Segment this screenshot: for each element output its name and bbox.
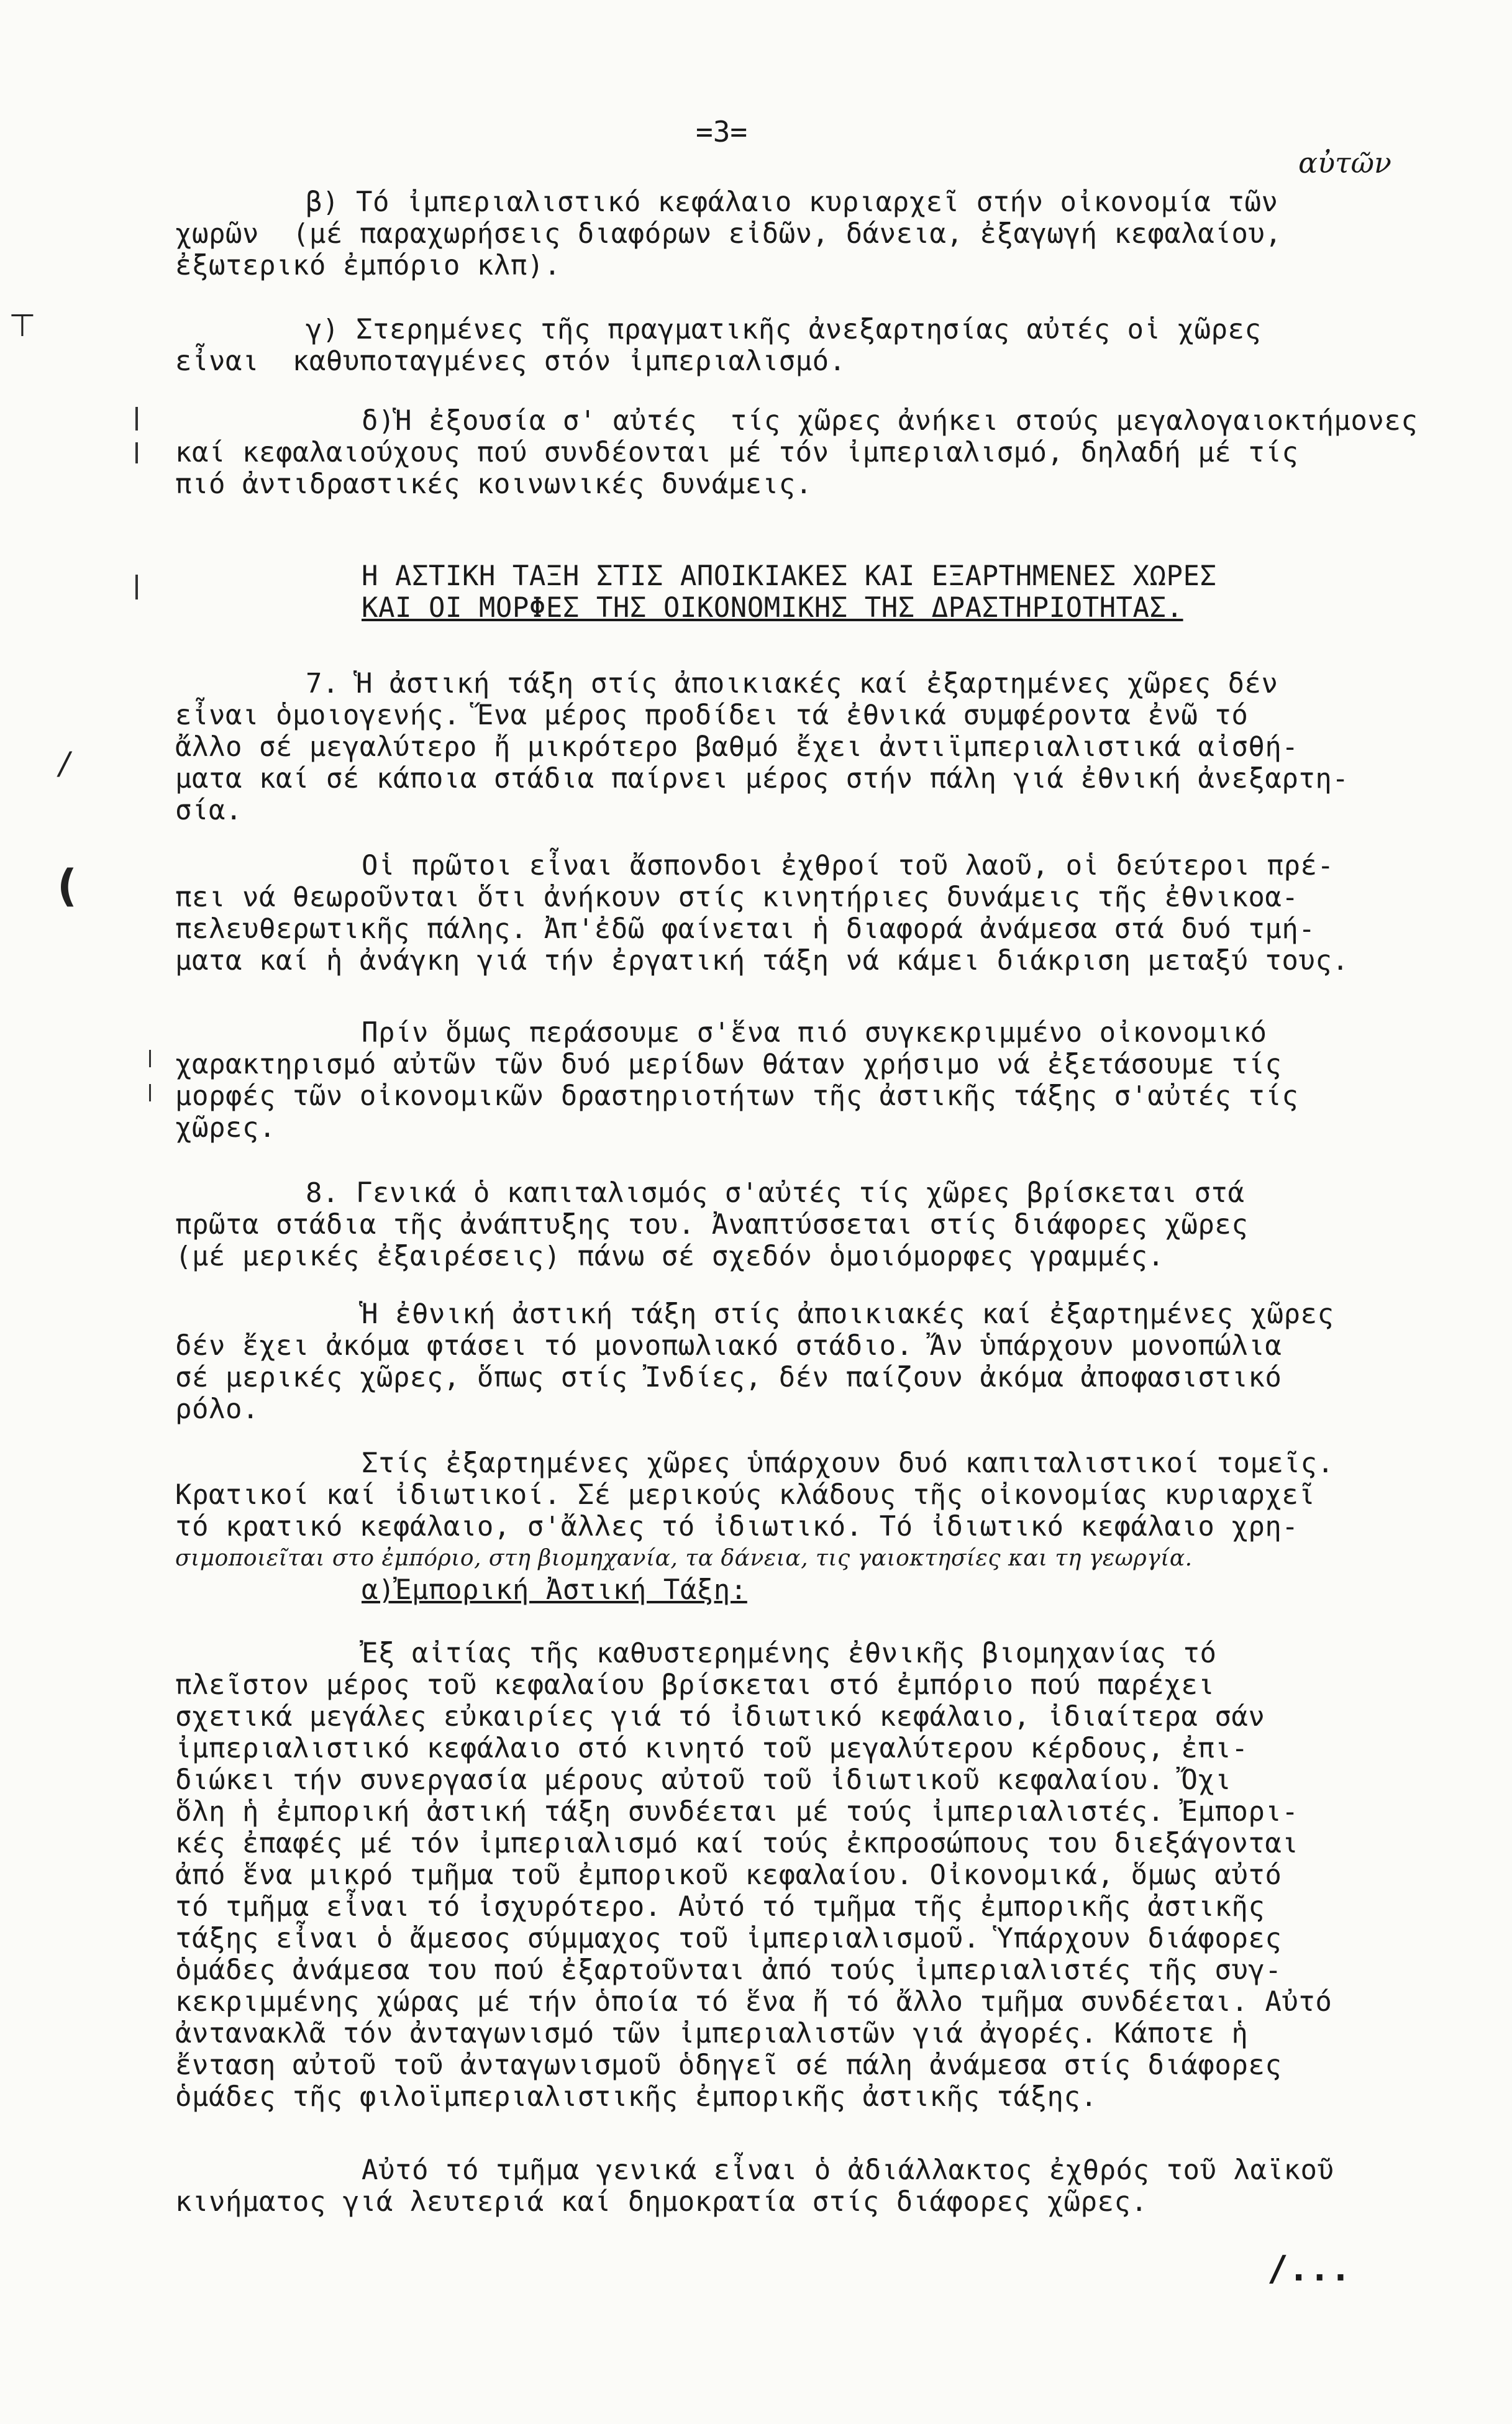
text-line: α)Ἐμπορική Ἀστική Τάξη:: [362, 1574, 747, 1606]
text-line: Πρίν ὅμως περάσουμε σ'ἕνα πιό συγκεκριμμένο οἰκονομικό: [362, 1017, 1267, 1049]
text-line: πει νά θεωροῦνται ὅτι ἀνήκουν στίς κινητήριες δυνάμεις τῆς ἐθνικοα-: [175, 882, 1299, 913]
text-line: (μέ μερικές ἐξαιρέσεις) πάνω σέ σχεδόν ὁμοιόμορφες γραμμές.: [175, 1241, 1165, 1272]
text-line: σέ μερικές χῶρες, ὅπως στίς Ἰνδίες, δέν παίζουν ἀκόμα ἀποφασιστικό: [175, 1362, 1282, 1393]
text-line: εἶναι καθυποταγμένες στόν ἰμπεριαλισμό.: [175, 345, 846, 377]
text-line: σία.: [175, 795, 242, 826]
paragraph: [175, 1447, 1486, 1606]
text-line: δέν ἔχει ἀκόμα φτάσει τό μονοπωλιακό στάδιο. Ἄν ὑπάρχουν μονοπώλια: [175, 1330, 1282, 1362]
text-line: Οἱ πρῶτοι εἶναι ἄσπονδοι ἐχθροί τοῦ λαοῦ, οἱ δεύτεροι πρέ-: [362, 850, 1334, 882]
text-line: 8. Γενικά ὁ καπιταλισμός σ'αὐτές τίς χῶρες βρίσκεται στά: [306, 1177, 1245, 1209]
text-line: 7. Ἡ ἀστική τάξη στίς ἀποικιακές καί ἐξαρτημένες χῶρες δέν: [306, 668, 1278, 699]
paragraph: [175, 1017, 1486, 1144]
text-line: ὁμάδες ἀνάμεσα του πού ἐξαρτοῦνται ἀπό τούς ἰμπεριαλιστές τῆς συγ-: [175, 1954, 1282, 1986]
text-line: ἰμπεριαλιστικό κεφάλαιο στό κινητό τοῦ μεγαλύτερου κέρδους, ἐπι-: [175, 1733, 1249, 1764]
margin-line: [135, 442, 138, 463]
text-line: εἶναι ὁμοιογενής. Ἕνα μέρος προδίδει τά ἐθνικά συμφέροντα ἐνῶ τό: [175, 699, 1249, 731]
text-line: ματα καί σέ κάποια στάδια παίρνει μέρος στήν πάλη γιά ἐθνική ἀνεξαρτη-: [175, 763, 1349, 795]
text-line: χαρακτηρισμό αὐτῶν τῶν δυό μερίδων θάταν χρήσιμο νά ἐξετάσουμε τίς: [175, 1049, 1282, 1080]
section-heading: [175, 560, 1486, 624]
text-line: β) Τό ἰμπεριαλιστικό κεφάλαιο κυριαρχεῖ στήν οἰκονομία τῶν: [306, 186, 1278, 218]
text-line: Στίς ἐξαρτημένες χῶρες ὑπάρχουν δυό καπιταλιστικοί τομεῖς.: [362, 1447, 1334, 1479]
paragraph: [175, 405, 1486, 500]
paragraph: [175, 314, 1486, 377]
text-line: κινήματος γιά λευτεριά καί δημοκρατία στίς διάφορες χῶρες.: [175, 2186, 1148, 2218]
text-line: διώκει τήν συνεργασία μέρους αὐτοῦ τοῦ ἰδιωτικοῦ κεφαλαίου. Ὄχι: [175, 1764, 1232, 1796]
page-number: =3=: [696, 115, 748, 148]
text-line: σιμοποιεῖται στο ἐμπόριο, στη βιομηχανία, τα δάνεια, τις γαιοκτησίες και τη γεωργία.: [175, 1546, 1193, 1571]
margin-line: [149, 1084, 151, 1101]
margin-line: [149, 1050, 151, 1067]
margin-mark-icon: (: [57, 860, 77, 911]
text-line: χῶρες.: [175, 1112, 276, 1144]
handwritten-note: αὐτῶν: [1298, 146, 1391, 180]
text-line: σχετικά μεγάλες εὐκαιρίες γιά τό ἰδιωτικό κεφάλαιο, ἰδιαίτερα σάν: [175, 1701, 1265, 1733]
text-line: τό τμῆμα εἶναι τό ἰσχυρότερο. Αὐτό τό τμῆμα τῆς ἐμπορικῆς ἀστικῆς: [175, 1891, 1265, 1923]
text-line: τάξης εἶναι ὁ ἄμεσος σύμμαχος τοῦ ἰμπεριαλισμοῦ. Ὑπάρχουν διάφορες: [175, 1923, 1282, 1954]
text-line: Αὐτό τό τμῆμα γενικά εἶναι ὁ ἀδιάλλακτος ἐχθρός τοῦ λαϊκοῦ: [362, 2154, 1334, 2186]
paragraph: [175, 1298, 1486, 1425]
text-line: καί κεφαλαιούχους πού συνδέονται μέ τόν ἰμπεριαλισμό, δηλαδή μέ τίς: [175, 437, 1299, 468]
margin-line: [135, 575, 138, 599]
text-line: ἀντανακλᾶ τόν ἀνταγωνισμό τῶν ἰμπεριαλιστῶν γιά ἀγορές. Κάποτε ἡ: [175, 2018, 1249, 2049]
text-line: πελευθερωτικῆς πάλης. Ἀπ'ἐδῶ φαίνεται ἡ διαφορά ἀνάμεσα στά δυό τμή-: [175, 913, 1316, 945]
text-line: πλεῖστον μέρος τοῦ κεφαλαίου βρίσκεται στό ἐμπόριο πού παρέχει: [175, 1669, 1215, 1701]
text-line: κές ἐπαφές μέ τόν ἰμπεριαλισμό καί τούς ἐκπροσώπους του διεξάγονται: [175, 1828, 1299, 1859]
text-line: κεκριμμένης χώρας μέ τήν ὁποία τό ἕνα ἤ τό ἄλλο τμῆμα συνδέεται. Αὐτό: [175, 1986, 1332, 2018]
text-line: δ)Ἡ ἐξουσία σ' αὐτές τίς χῶρες ἀνήκει στούς μεγαλογαιοκτήμονες: [362, 405, 1418, 437]
text-line: ματα καί ἡ ἀνάγκη γιά τήν ἐργατική τάξη νά κάμει διάκριση μεταξύ τους.: [175, 945, 1349, 977]
text-line: ἄλλο σέ μεγαλύτερο ἤ μικρότερο βαθμό ἔχει ἀντιϊμπεριαλιστικά αἰσθή-: [175, 731, 1299, 763]
text-line: πιό ἀντιδραστικές κοινωνικές δυνάμεις.: [175, 468, 813, 500]
paragraph: [175, 2154, 1486, 2218]
text-line: Ἡ ἐθνική ἀστική τάξη στίς ἀποικιακές καί ἐξαρτημένες χῶρες: [362, 1298, 1334, 1330]
text-line: μορφές τῶν οἰκονομικῶν δραστηριοτήτων τῆς ἀστικῆς τάξης σ'αὐτές τίς: [175, 1080, 1299, 1112]
text-line: ἐξωτερικό ἐμπόριο κλπ).: [175, 250, 561, 281]
paragraph: [175, 1177, 1486, 1272]
margin-mark-icon: ⊤: [9, 308, 36, 344]
text-line: ρόλο.: [175, 1393, 259, 1425]
margin-mark-icon: /: [59, 745, 70, 781]
text-line: ΚΑΙ ΟΙ ΜΟΡΦΕΣ ΤΗΣ ΟΙΚΟΝΟΜΙΚΗΣ ΤΗΣ ΔΡΑΣΤΗΡΙΟΤΗΤΑΣ.: [362, 592, 1183, 624]
paragraph: [175, 850, 1486, 977]
margin-line: [135, 407, 138, 431]
text-line: γ) Στερημένες τῆς πραγματικῆς ἀνεξαρτησίας αὐτές οἱ χῶρες: [306, 314, 1262, 345]
text-line: Κρατικοί καί ἰδιωτικοί. Σέ μερικούς κλάδους τῆς οἰκονομίας κυριαρχεῖ: [175, 1479, 1316, 1511]
paragraph: [175, 668, 1486, 826]
paragraph: [175, 1638, 1486, 2113]
text-line: πρῶτα στάδια τῆς ἀνάπτυξης του. Ἀναπτύσσεται στίς διάφορες χῶρες: [175, 1209, 1249, 1241]
text-line: ἀπό ἕνα μικρό τμῆμα τοῦ ἐμπορικοῦ κεφαλαίου. Οἰκονομικά, ὅμως αὐτό: [175, 1859, 1282, 1891]
text-line: τό κρατικό κεφάλαιο, σ'ἄλλες τό ἰδιωτικό. Τό ἰδιωτικό κεφάλαιο χρη-: [175, 1511, 1299, 1542]
text-line: ὅλη ἡ ἐμπορική ἀστική τάξη συνδέεται μέ τούς ἰμπεριαλιστές. Ἐμπορι-: [175, 1796, 1299, 1828]
text-line: Ἐξ αἰτίας τῆς καθυστερημένης ἐθνικῆς βιομηχανίας τό: [362, 1638, 1217, 1669]
paragraph: [175, 186, 1486, 281]
text-line: ἔνταση αὐτοῦ τοῦ ἀνταγωνισμοῦ ὁδηγεῖ σέ πάλη ἀνάμεσα στίς διάφορες: [175, 2049, 1282, 2081]
text-line: χωρῶν (μέ παραχωρήσεις διαφόρων εἰδῶν, δάνεια, ἐξαγωγή κεφαλαίου,: [175, 218, 1282, 250]
continuation-mark: /...: [1267, 2249, 1351, 2289]
text-line: Η ΑΣΤΙΚΗ ΤΑΞΗ ΣΤΙΣ ΑΠΟΙΚΙΑΚΕΣ ΚΑΙ ΕΞΑΡΤΗΜΕΝΕΣ ΧΩΡΕΣ: [362, 560, 1217, 592]
text-line: ὁμάδες τῆς φιλοϊμπεριαλιστικῆς ἐμπορικῆς ἀστικῆς τάξης.: [175, 2081, 1098, 2113]
